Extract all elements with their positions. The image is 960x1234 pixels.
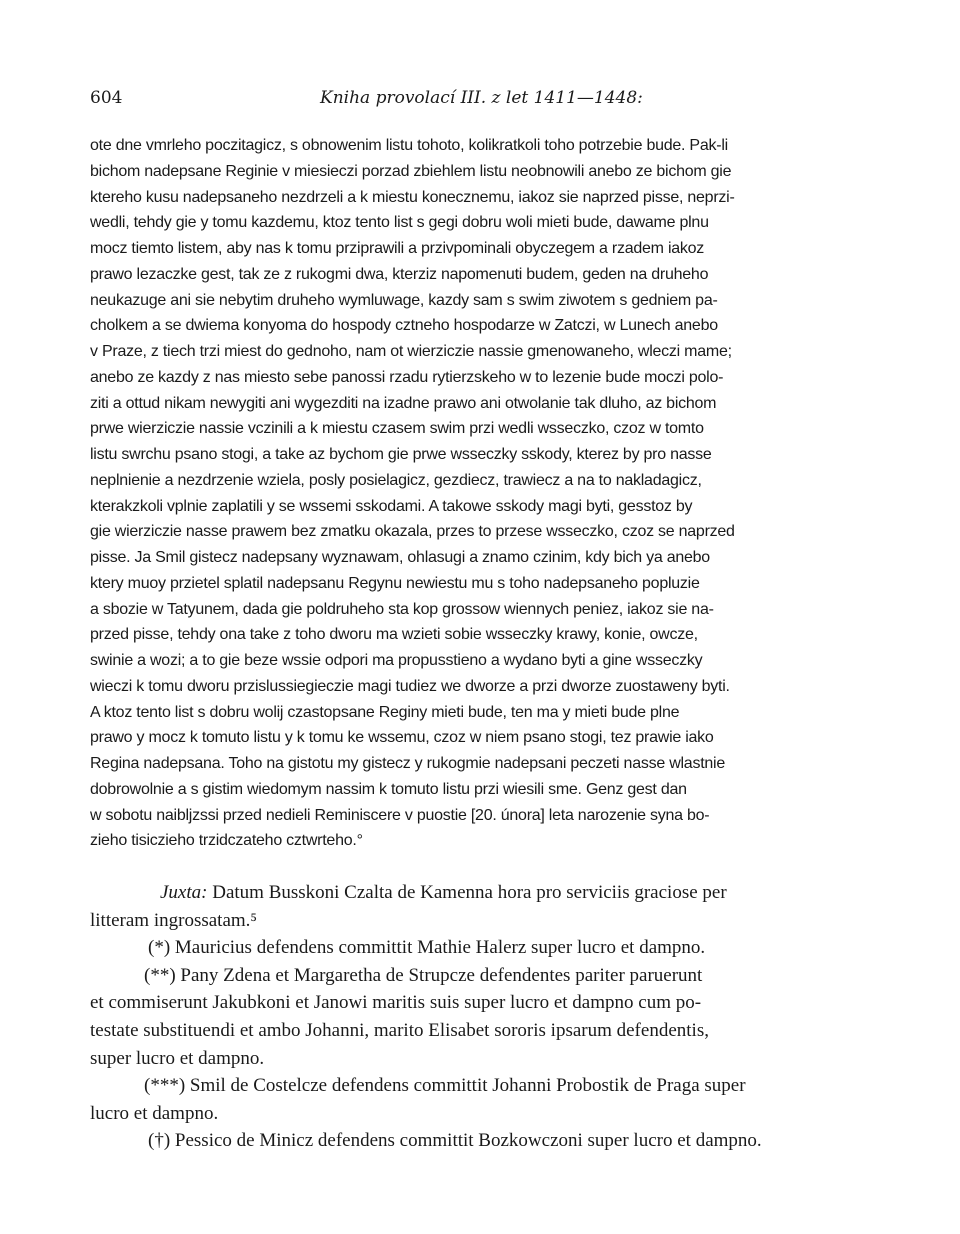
running-title: Kniha provolací III. z let 1411—1448: — [320, 88, 643, 108]
text-line: v Praze, z tiech trzi miest do gednoho, nam ot wierziczie nassie gmenowaneho, wleczi mame; — [90, 343, 732, 360]
text-line: wieczi k tomu dworu przislussiegieczie magi tudiez we dworze a przi dworze zuostaweny byti. — [90, 677, 730, 695]
juxta-line — [90, 879, 870, 907]
text-line: swinie a wozi; a to gie beze wssie odpori ma propusstieno a wydano byti a gine wsseczky — [90, 652, 703, 669]
note-line: lucro et dampno. — [90, 1102, 219, 1124]
text-line: listu swrchu psano stogi, a take az bychom gie prwe wsseczky sskody, kterez by pro nasse — [90, 446, 712, 463]
text-line: prwe wierziczie nassie vczinili a k miestu czasem swim przi wedli wsseczko, czoz w tomto — [90, 420, 704, 438]
note-line: et commiserunt Jakubkoni et Janowi maritis suis super lucro et dampno cum po- — [90, 992, 702, 1014]
text-line: przed pisse, tehdy ona take z toho dworu ma wzieti sobie wsseczky krawy, konie, owcze, — [90, 626, 698, 644]
text-line: Regina nadepsana. Toho na gistotu my gistecz y rukogmie nadepsani peczeti nasse wlastnie — [90, 755, 725, 772]
text-line: anebo ze kazdy z nas miesto sebe panossi rzadu rytierzskeho w to lezenie bude moczi polo- — [90, 368, 724, 386]
text-line: kterakzkoli vplnie zaplatili y se wssemi sskodami. A takowe sskody magi byti, gesstoz by — [90, 497, 693, 515]
text-line: mocz tiemto listem, aby nas k tomu prziprawili a przivpominali obyczegem a rzadem iakoz — [90, 240, 705, 257]
juxta-line: litteram ingrossatam.⁵ — [90, 909, 258, 931]
annotations — [90, 879, 870, 1155]
text-line: ktery muoy przietel splatil nadepsanu Regynu newiestu mu s toho nadepsaneho popluzie — [90, 574, 700, 592]
main-text — [90, 133, 870, 854]
note-line: (*) Mauricius defendens committit Mathie Halerz super lucro et dampno. — [148, 937, 706, 959]
text-line: a sbozie w Tatyunem, dada gie poldruheho sta kop grossow wiennych peniez, iakoz sie na- — [90, 600, 714, 618]
text-line: A ktoz tento list s dobru wolij czastopsane Reginy mieti bude, ten ma y mieti bude plne — [90, 703, 680, 721]
text-line: gie wierziczie nasse prawem bez zmatku okazala, przes to przese wsseczko, czoz se naprzed — [90, 523, 735, 541]
note-3 — [90, 1072, 870, 1127]
note-4 — [90, 1127, 870, 1155]
note-1 — [90, 934, 870, 962]
text-line: ziti a ottud nikam newygiti ani wygezditi na izadne prawo ani otwolanie tak dluho, az bichom — [90, 394, 717, 412]
text-line: ktereho kusu nadepsaneho nezdrzeli a k miestu konecznemu, iakoz sie naprzed pisse, neprzi- — [90, 188, 735, 206]
note-line: (†) Pessico de Minicz defendens committit Bozkowczoni super lucro et dampno. — [148, 1130, 762, 1152]
text-line: neukazuge ani sie nebytim druheho wymluwage, kazdy sam s swim ziwotem s gedniem pa- — [90, 291, 718, 309]
page-number: 604 — [90, 88, 123, 108]
text-line: w sobotu naibljzssi przed nedieli Reminiscere v puostie [20. února] leta narozenie syna bo- — [90, 806, 710, 824]
text-line: neplnienie a nezdrzenie wziela, posly posielagicz, gezdiecz, trawiecz a na to nakladagicz, — [90, 471, 702, 489]
text-line: zieho tisiczieho trzidczateho cztwrteho.° — [90, 832, 363, 850]
text-line: prawo lezaczke gest, tak ze z rukogmi dwa, kterziz napomenuti budem, geden na druheho — [90, 265, 709, 283]
text-line: pisse. Ja Smil gistecz nadepsany wyznawam, ohlasugi a znamo czinim, kdy bich ya anebo — [90, 549, 710, 566]
juxta-label: Juxta: — [160, 882, 208, 903]
note-line: testate substituendi et ambo Johanni, marito Elisabet sororis ipsarum defendentis, — [90, 1019, 709, 1041]
text-line: prawo y mocz k tomuto listu y k tomu ke wssemu, czoz w niem psano stogi, tez prawie iako — [90, 729, 714, 747]
text-line: wedli, tehdy gie y tomu kazdemu, ktoz tento list s gegi dobru woli mieti bude, dawame plnu — [90, 214, 709, 232]
note-line: super lucro et dampno. — [90, 1047, 265, 1069]
text-line: ote dne vmrleho poczitagicz, s obnowenim listu tohoto, kolikratkoli toho potrzebie bude. Pak-li — [90, 137, 728, 154]
text-line: bichom nadepsane Reginie v miesieczi porzad zbiehlem listu neobnowili anebo ze bichom gie — [90, 162, 732, 180]
text-line: cholkem a se dwiema konyoma do hospody cztneho hospodarze w Zatczi, w Lunech anebo — [90, 317, 718, 335]
juxta-note — [90, 879, 870, 934]
text-line: dobrowolnie a s gistim wiedomym nassim k tomuto listu przi wiesili sme. Genz gest dan — [90, 780, 687, 798]
juxta-text: Datum Busskoni Czalta de Kamenna hora pro serviciis graciose per — [207, 882, 727, 903]
note-line: (***) Smil de Costelcze defendens committit Johanni Probostik de Praga super — [144, 1075, 746, 1097]
page-header — [90, 88, 870, 112]
note-2 — [90, 962, 870, 1072]
note-line: (**) Pany Zdena et Margaretha de Strupcze defendentes pariter paruerunt — [144, 964, 703, 986]
